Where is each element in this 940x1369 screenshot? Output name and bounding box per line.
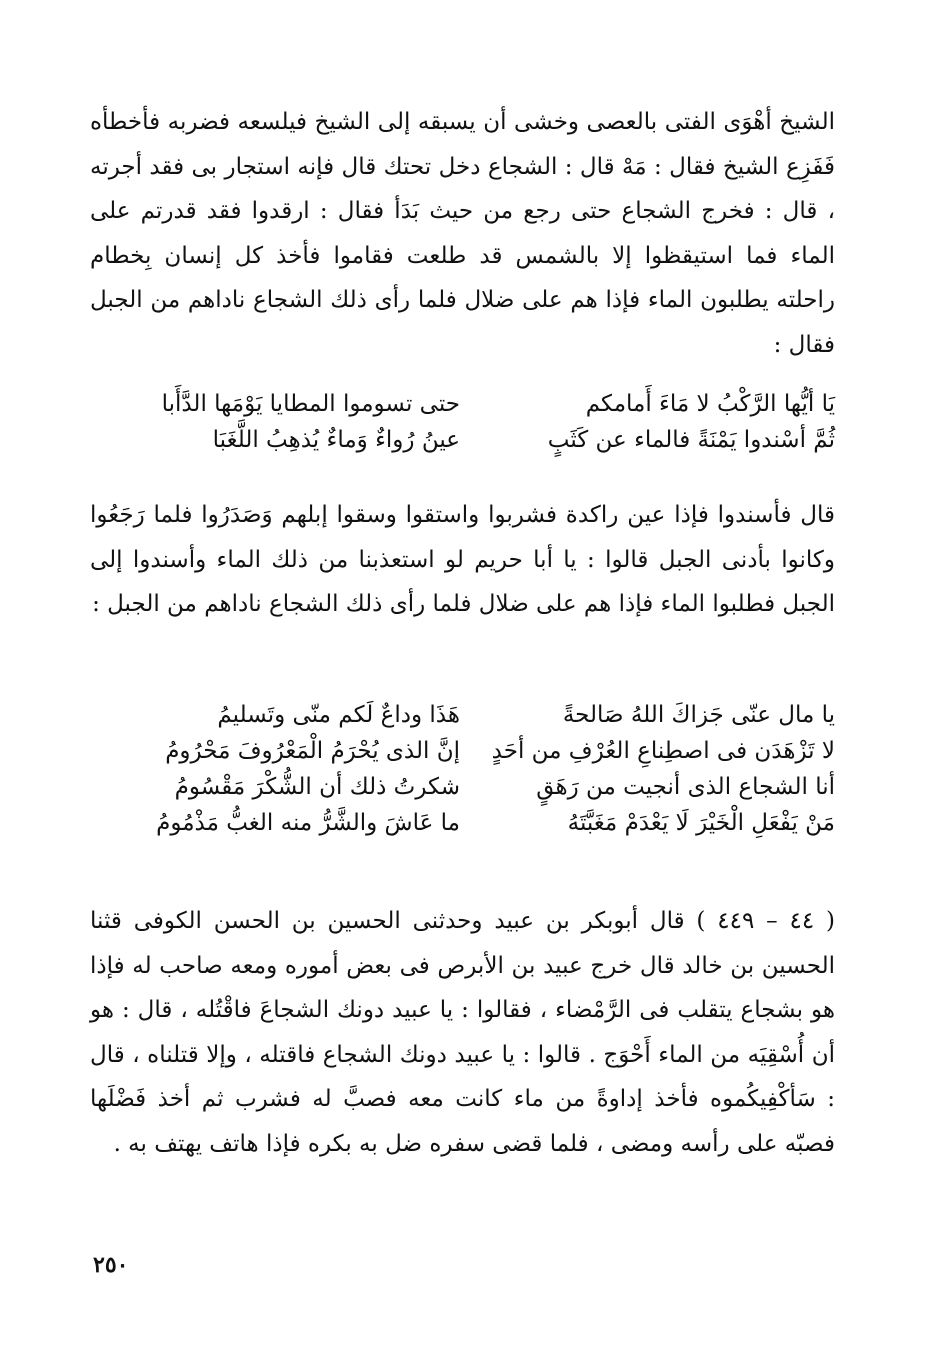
page-number: ٢٥٠: [93, 1252, 129, 1278]
verse-second-hemistich: ما عَاشَ والشَّرُّ منه الغبُّ مَذْمُومُ: [156, 810, 460, 836]
verse-first-hemistich: يَا أيُّها الرَّكْبُ لا مَاءَ أَمامكم: [585, 391, 835, 417]
paragraph-2-text: قال فأسندوا فإذا عين راكدة فشربوا واستقوا وسقوا إبلهم وَصَدَرُوا فلما رَجَعُوا وكانوا بأدنى الجبل قالوا : يا أبا حريم لو استعذبنا من ذلك الماء وأسندوا إلى الجبل فطلبوا الماء فإذا هم على ضلال فلما رأى ذلك الشجاع ناداهم من الجبل :: [90, 502, 835, 617]
verse-first-hemistich: يا مال عنّى جَزاكَ اللهُ صَالحةً: [562, 702, 835, 728]
paragraph-1: [90, 100, 835, 367]
paragraph-3-text: ( ٤٤ – ٤٤٩ ) قال أبوبكر بن عبيد وحدثنى الحسين بن الحسن الكوفى قثنا الحسين بن خالد قال خرج عبيد بن الأبرص فى بعض أموره ومعه صاحب له فإذا هو بشجاع يتقلب فى الرَّمْضاء ، فقالوا : يا عبيد دونك الشجاعَ فاقْتُله ، قال : هو أن أُسْقِيَه من الماء أَحْوَج . قالوا : يا عبيد دونك الشجاع فاقتله ، وإلا قتلناه ، قال : سَأكْفِيكُموه فأخذ إداوةً من ماء كانت معه فصبَّ له فشرب ثم أخذ فَضْلَها فصبّه على رأسه ومضى ، فلما قضى سفره ضل به بكره فإذا هاتف يهتف به .: [90, 908, 835, 1157]
verse-second-hemistich: عينُ رُواءٌ وَماءٌ يُذهِبُ اللَّغَبَا: [212, 427, 460, 453]
verse-line: [90, 733, 835, 769]
verse-line: [90, 422, 835, 458]
verse-first-hemistich: ثُمَّ أسْندوا يَمْنَةً فالماء عن كَثَبٍ: [547, 427, 835, 453]
verse-line: [90, 386, 835, 422]
verse-second-hemistich: حتى تسوموا المطايا يَوْمَها الدَّأَبا: [161, 391, 460, 417]
verse-second-hemistich: هَذَا وداعٌ لَكم منّى وتَسليمُ: [217, 702, 460, 728]
paragraph-3: [90, 899, 835, 1166]
paragraph-2: [90, 493, 835, 627]
verse-first-hemistich: أنا الشجاع الذى أنجيت من رَهَقٍ: [536, 774, 835, 800]
verse-second-hemistich: شكرتُ ذلك أن الشُّكْرَ مَقْسُومُ: [174, 774, 460, 800]
verse-line: [90, 697, 835, 733]
verse-line: [90, 769, 835, 805]
verse-group-1: [90, 386, 835, 458]
verse-line: [90, 805, 835, 841]
verse-second-hemistich: إنَّ الذى يُحْرَمُ الْمَعْرُوفَ مَحْرُومُ: [165, 738, 460, 764]
verse-first-hemistich: لا تَزْهَدَن فى اصطِناعِ العُرْفِ من أحَدٍ: [491, 738, 835, 764]
verse-first-hemistich: مَنْ يَفْعَلِ الْخَيْرَ لَا يَعْدَمْ مَغَبَّتَهُ: [567, 810, 835, 836]
paragraph-1-text: الشيخ أهْوَى الفتى بالعصى وخشى أن يسبقه إلى الشيخ فيلسعه فضربه فأخطأه فَفَزِع الشيخ فقال : مَهْ قال : الشجاع دخل تحتك قال فإنه استجار بى فقد أجرته ، قال : فخرج الشجاع حتى رجع من حيث بَدَأ فقال : ارقدوا فقد قدرتم على الماء فما استيقظوا إلا بالشمس قد طلعت فقاموا فأخذ كل إنسان بِخطام راحلته يطلبون الماء فإذا هم على ضلال فلما رأى ذلك الشجاع ناداهم من الجبل فقال :: [90, 109, 835, 358]
verse-group-2: [90, 697, 835, 841]
